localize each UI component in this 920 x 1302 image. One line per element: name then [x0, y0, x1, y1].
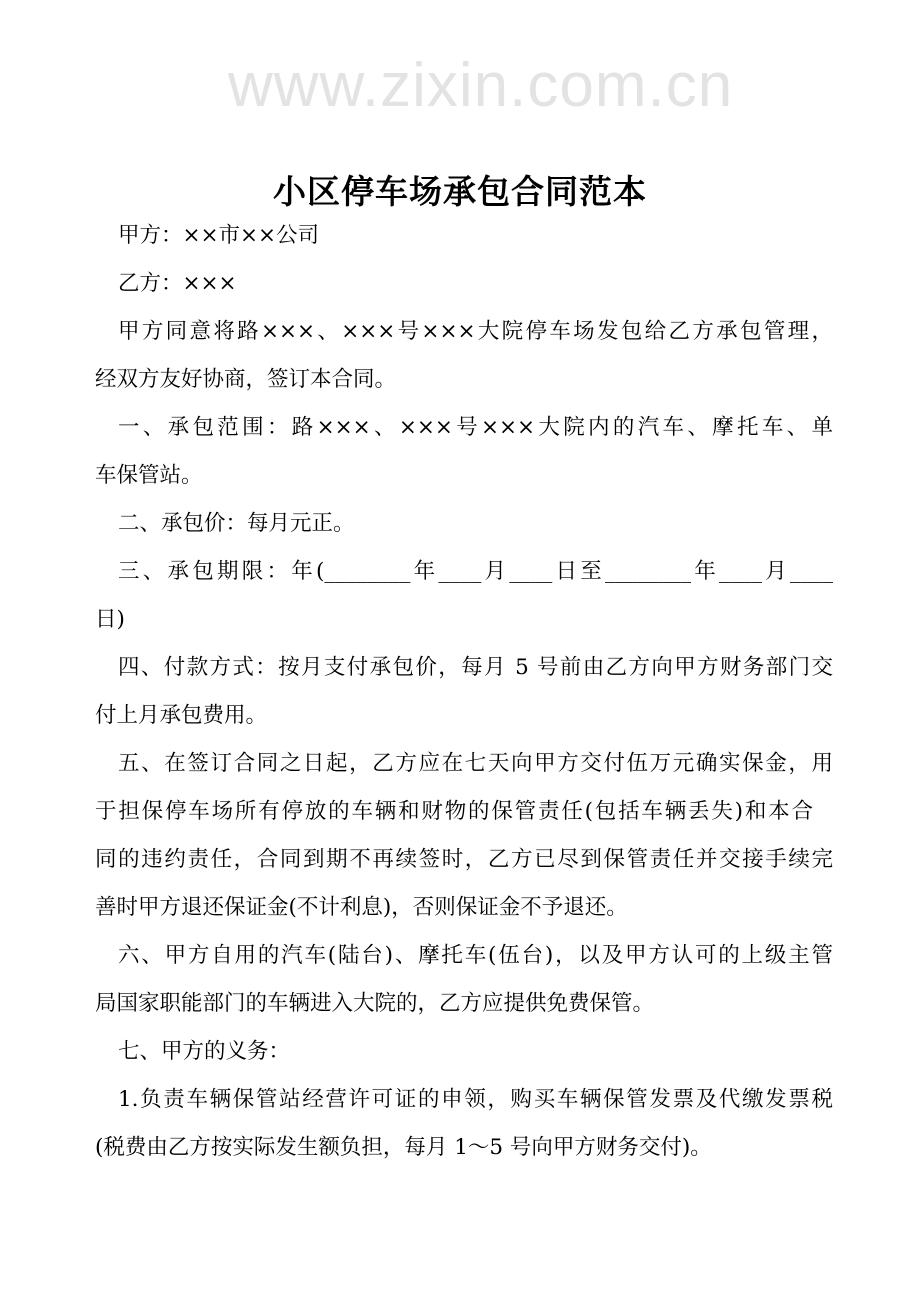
body-line: 善时甲方退还保证金(不计利息)，否则保证金不予退还。 — [95, 895, 628, 920]
body-line: 同的违约责任，合同到期不再续签时，乙方已尽到保管责任并交接手续完 — [95, 847, 833, 872]
body-line: (税费由乙方按实际发生额负担，每月 1～5 号向甲方财务交付)。 — [95, 1135, 712, 1160]
body-line: 经双方友好协商，签订本合同。 — [95, 367, 397, 392]
body-line: 于担保停车场所有停放的车辆和财物的保管责任(包括车辆丢失)和本合 — [95, 799, 813, 824]
body-line: 六、甲方自用的汽车(陆台)、摩托车(伍台)，以及甲方认可的上级主管 — [118, 943, 833, 968]
body-line: 车保管站。 — [95, 463, 203, 488]
document-title: 小区停车场承包合同范本 — [273, 172, 647, 211]
body-line: 局国家职能部门的车辆进入大院的，乙方应提供免费保管。 — [95, 991, 655, 1016]
party-b-line: 乙方：××× — [118, 271, 237, 296]
body-line: 付上月承包费用。 — [95, 703, 268, 728]
party-a-line: 甲方：××市××公司 — [118, 223, 320, 248]
watermark: www.zixin.com.cn — [228, 51, 734, 120]
body-line: 五、在签订合同之日起，乙方应在七天向甲方交付伍万元确实保金，用 — [118, 751, 833, 776]
body-line: 一、承包范围：路×××、×××号×××大院内的汽车、摩托车、单 — [118, 415, 833, 440]
body-line: 日) — [95, 607, 125, 632]
body-line: 七、甲方的义务： — [118, 1039, 291, 1064]
body-line: 1.负责车辆保管站经营许可证的申领，购买车辆保管发票及代缴发票税 — [118, 1087, 833, 1112]
body-line: 四、付款方式：按月支付承包价，每月 5 号前由乙方向甲方财务部门交 — [118, 655, 833, 680]
body-line: 甲方同意将路×××、×××号×××大院停车场发包给乙方承包管理， — [118, 319, 833, 344]
body-line: 三、承包期限：年(________年____月____日至________年____月____ — [118, 559, 833, 584]
body-line: 二、承包价：每月元正。 — [118, 511, 355, 536]
